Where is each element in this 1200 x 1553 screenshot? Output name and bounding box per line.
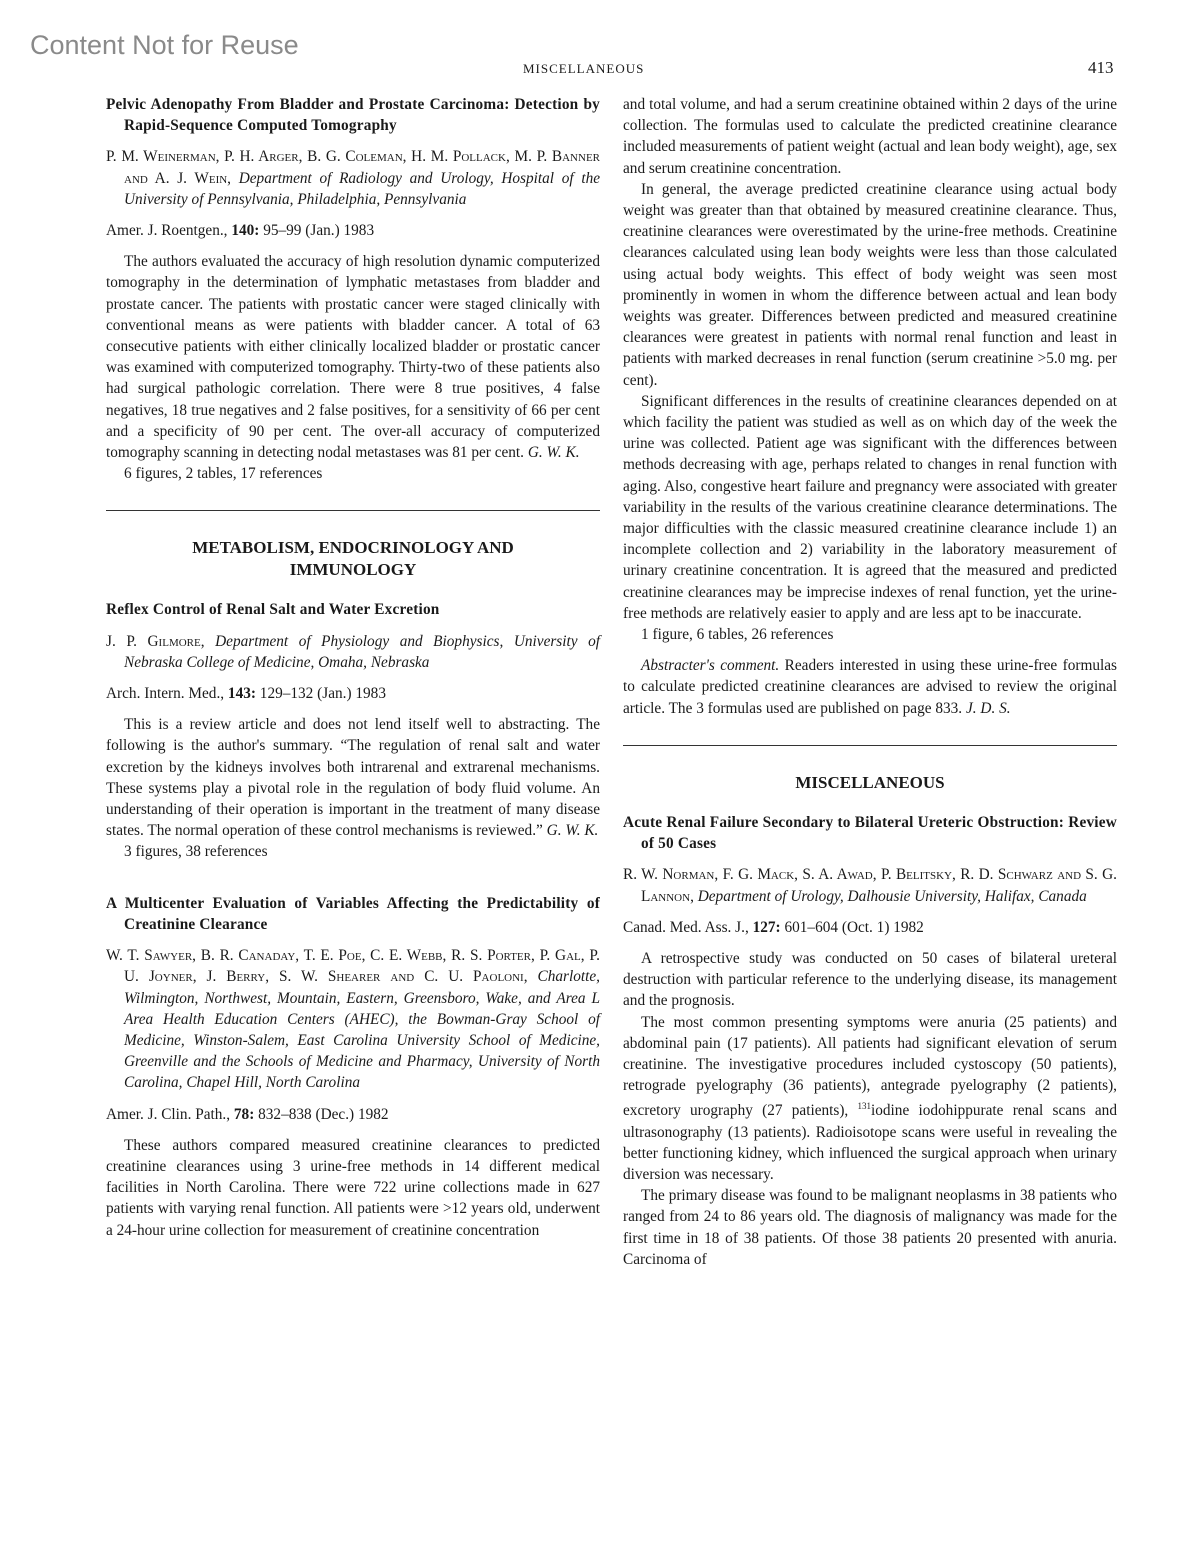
watermark: Content Not for Reuse bbox=[30, 30, 299, 60]
abstract-body: This is a review article and does not lend itself well to abstracting. The following is the author's summary. “The regulation of renal salt and water excretion by the kidneys involves both intrarenal and extrarenal mechanisms. These systems play a pivotal role in the regulation of body fluid volume. An understanding of their operation is important in the treatment of many disease states. The normal operation of these control mechanisms is reviewed.” G. W. K. bbox=[106, 716, 600, 840]
article-reflex-control bbox=[106, 599, 600, 862]
section-heading-miscellaneous: MISCELLANEOUS bbox=[795, 772, 945, 792]
author-names: P. M. Weinerman, P. H. Arger, B. G. Coleman, H. M. Pollack, M. P. Banner and A. J. Wein, bbox=[106, 148, 600, 187]
section-divider bbox=[623, 745, 1117, 746]
citation-volume: 143: bbox=[227, 685, 256, 703]
abstracter-initials: G. W. K. bbox=[527, 444, 580, 462]
left-column bbox=[106, 94, 600, 1241]
references-count: 6 figures, 2 tables, 17 references bbox=[124, 465, 323, 483]
article-authors bbox=[623, 864, 1117, 906]
article-title: Reflex Control of Renal Salt and Water Excretion bbox=[106, 601, 440, 619]
article-authors bbox=[106, 631, 600, 673]
citation-volume: 127: bbox=[752, 918, 781, 936]
article-creatinine-clearance bbox=[106, 893, 600, 1241]
article-authors bbox=[106, 945, 600, 1093]
citation-pages: 832–838 (Dec.) 1982 bbox=[254, 1105, 389, 1123]
abstract-body-continued: and total volume, and had a serum creatinine obtained within 2 days of the urine collection. The formulas used to calculate the predicted creatinine clearance included measurements of patient weight (actual and lean body weight), age, sex and serum creatinine concentration. bbox=[623, 96, 1118, 177]
affiliation: Department of Urology, Dalhousie University, Halifax, Canada bbox=[697, 887, 1087, 905]
citation bbox=[623, 917, 1117, 938]
right-column bbox=[623, 94, 1117, 1270]
abstract-body: These authors compared measured creatinine clearances to predicted creatinine clearances using 3 urine-free methods in 14 different medical facilities in North Carolina. There were 722 urine collections made in 627 patients with varying renal function. All patients were >12 years old, underwent a 24-hour urine collection for measurement of creatinine concentration bbox=[106, 1136, 600, 1239]
citation-pages: 601–604 (Oct. 1) 1982 bbox=[780, 918, 924, 936]
abstracter-initials: G. W. K. bbox=[546, 822, 599, 840]
comment-label: Abstracter's comment. bbox=[641, 657, 780, 675]
abstract-paragraph: In general, the average predicted creatinine clearance using actual body weight was greater than that obtained by measured creatinine clearance. Thus, creatinine clearances were overestimated by the urine-free methods. Creatinine clearances calculated using lean body weights were less than those calculated using actual body weights. This effect of body weight was seen most prominently in women in whom the difference between actual and lean body weights was greater. Differences between predicted and measured creatinine clearances were greatest in patients with normal renal function and least in patients with marked decreases in renal function (serum creatinine >5.0 mg. per cent). bbox=[623, 180, 1117, 389]
author-names: R. W. Norman, F. G. Mack, S. A. Awad, P. Belitsky, R. D. Schwarz and S. G. Lannon, bbox=[623, 866, 1117, 905]
citation-journal: Amer. J. Clin. Path., bbox=[106, 1105, 234, 1123]
citation-journal: Canad. Med. Ass. J., bbox=[623, 918, 753, 936]
abstract-paragraph: The most common presenting symptoms were anuria (25 patients) and abdominal pain (17 patients). All patients had significant elevation of serum creatinine. The investigative procedures included cystoscopy (50 patients), retrograde pyelography (36 patients), antegrade pyelography (2 patients), excretory urography (27 patients), $^{131}$iodine iodohippurate renal scans and ultrasonography (13 patients). Radioisotope scans were useful in revealing the better functioning kidney, which influenced the surgical approach when urinary diversion was necessary. bbox=[623, 1013, 1117, 1184]
citation-journal: Arch. Intern. Med., bbox=[106, 685, 228, 703]
affiliation: Department of Radiology and Urology, Hospital of the University of Pennsylvania, Philadelphia, Pennsylvania bbox=[124, 169, 601, 208]
author-names: W. T. Sawyer, B. R. Canaday, T. E. Poe, C. E. Webb, R. S. Porter, P. Gal, P. U. Joyner, J. Berry, S. W. Shearer and C. U. Paoloni, bbox=[106, 947, 600, 986]
citation-volume: 140: bbox=[231, 222, 260, 240]
abstract-body: The authors evaluated the accuracy of high resolution dynamic computerized tomography in the determination of lymphatic metastases from bladder and prostate cancer. The patients with prostatic cancer were staged clinically with conventional means as were patients with bladder cancer. A total of 63 consecutive patients with either clinically localized bladder or prostatic cancer was examined with computerized tomography. Thirty-two of these patients also had surgical pathologic correlation. There were 8 true positives, 4 false negatives, 18 true negatives and 2 false positives, for a sensitivity of 66 per cent and a specificity of 90 per cent. The over-all accuracy of computerized tomography scanning in detecting nodal metastases was 81 per cent. G. W. K. bbox=[106, 253, 600, 462]
citation-pages: 129–132 (Jan.) 1983 bbox=[255, 685, 386, 703]
citation bbox=[106, 683, 600, 704]
abstract-paragraph: A retrospective study was conducted on 50 cases of bilateral ureteral destruction with particular reference to the underlying disease, its management and the prognosis. bbox=[623, 949, 1117, 1010]
article-title: A Multicenter Evaluation of Variables Affecting the Predictability of Creatinine Clearance bbox=[106, 894, 600, 933]
references-count: 3 figures, 38 references bbox=[124, 843, 268, 861]
citation-pages: 95–99 (Jan.) 1983 bbox=[259, 222, 375, 240]
affiliation: Department of Physiology and Biophysics, University of Nebraska College of Medicine, Omaha, Nebraska bbox=[124, 632, 600, 671]
citation bbox=[106, 1104, 600, 1125]
abstract-paragraph: The primary disease was found to be malignant neoplasms in 38 patients who ranged from 24 to 86 years old. The diagnosis of malignancy was made for the first time in 18 of 38 patients. Of those 38 patients 20 presented with anuria. Carcinoma of bbox=[623, 1187, 1117, 1268]
author-names: J. P. Gilmore, bbox=[106, 632, 205, 650]
section-divider bbox=[106, 510, 600, 511]
article-acute-renal-failure bbox=[623, 812, 1117, 1270]
abstracter-comment: Abstracter's comment. Readers interested in using these urine-free formulas to calculate predicted creatinine clearances are advised to review the original article. The 3 formulas used are published on page 833. J. D. S. bbox=[623, 657, 1117, 717]
article-title: Acute Renal Failure Secondary to Bilateral Ureteric Obstruction: Review of 50 Cases bbox=[623, 813, 1117, 853]
running-title: MISCELLANEOUS bbox=[523, 61, 645, 76]
article-title: Pelvic Adenopathy From Bladder and Prostate Carcinoma: Detection by Rapid-Sequence Computed Tomography bbox=[106, 96, 600, 135]
affiliation: Charlotte, Wilmington, Northwest, Mountain, Eastern, Greensboro, Wake, and Area L Area Health Education Centers (AHEC), the Bowman-Gray School of Medicine, Winston-Salem, East Carolina University School of Medicine, Greenville and the Schools of Medicine and Pharmacy, University of North Carolina, Chapel Hill, North Carolina bbox=[124, 968, 600, 1092]
article-pelvic-adenopathy bbox=[106, 94, 600, 484]
isotope-superscript: 131 bbox=[857, 1101, 871, 1112]
article-authors bbox=[106, 146, 600, 210]
references-count: 1 figure, 6 tables, 26 references bbox=[641, 626, 834, 644]
page-number: 413 bbox=[1088, 58, 1114, 77]
abstracter-initials: J. D. S. bbox=[965, 699, 1011, 717]
citation bbox=[106, 220, 600, 241]
citation-journal: Amer. J. Roentgen., bbox=[106, 222, 232, 240]
section-heading-metabolism: METABOLISM, ENDOCRINOLOGY AND IMMUNOLOGY bbox=[192, 538, 514, 580]
citation-volume: 78: bbox=[233, 1105, 255, 1123]
abstract-paragraph: Significant differences in the results of creatinine clearances depended on at which facility the patient was studied as well as on which day of the week the urine was collected. Patient age was significant with the differences between methods decreasing with age, perhaps related to changes in renal function with aging. Also, congestive heart failure and pregnancy were associated with greater variability in the results of the various creatinine clearance determinations. The major difficulties with the classic measured creatinine clearance include 1) an incomplete collection and 2) variability in the laboratory measurement of urinary creatinine concentration. It is agreed that the measured and predicted creatinine clearances may be imprecise indexes of renal function, yet the urine-free methods are relatively easier to apply and are less apt to be inaccurate. bbox=[623, 392, 1117, 622]
